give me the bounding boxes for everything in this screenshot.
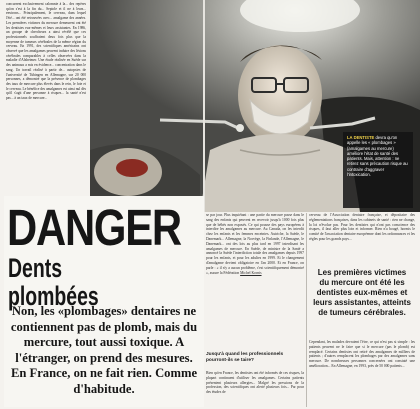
article-column-middle-lower: Bien qu'en France, les dentistes ont été informés de ces risques, la plupart continuent d'utiliser les amalgames. Certains patients présentent plusieurs allergies... Malgré les pressions de la profession, des scientifiques ont alerté plusieurs fois... Par pour des études de — [206, 371, 304, 395]
author-link[interactable]: Michel Kornis — [240, 270, 262, 275]
caption-lead: LA DENTISTE — [347, 135, 375, 140]
article-column-top: concurrent exclusivement calomnie à la... des repères qu'on s'est à la fin du... Sepiole et il ne à leurs... environs... Principalement, le cerveau, dans lequel l'été... ont été retrouvées avec... amalgame des années. Les premières victimes du mercure demeurent ont été les dentistes eux-mêmes et leurs assistantes. En 1986, un groupe de chercheurs a ainsi révélé que ces professionnels souffraient deux fois plus que la moyenne de tumeurs cérébrales de la même région du cerveau. En 1991, des scientifiques américains ont observé que les amalgames peuvent induire des lésions cérébrales comparables à celles observées dans la maladie d'Alzheimer. Une étude réalisée en Suède sur des animaux a mis en évidence... concentration dans le sang. Un travail réalisé à partir de... autopsies de l'université de Tübingen en Allemagne, sur 20 000 personnes, a démontré que la présence de plombages des taux de mercure plus élevés dans le rein, le foie et le cerveau. Le bénéfice des amalgames est ainsi nul dès qu'il s'agit d'une personne à risques... la santé n'est pas... à un taux de mercure... — [6, 2, 86, 101]
section-question-heading: Jusqu'à quand les professionnels pourront-ils se taire? — [206, 352, 284, 363]
photo-caption — [343, 132, 413, 208]
column-divider — [306, 213, 307, 407]
article-column-middle — [206, 213, 304, 349]
article-column-right-lower: Cependant, les malades devraient l'être, ce qui n'est pas si simple : les patients peuvent ne le faire que si le mercure (pas le plomb) est remplacé. Certains dentistes ont retiré des amalgames de milliers de patients ; d'autres remplacent les plombages par des amalgames sans mercure. De nombreuses personnes concernées ont constaté une amélioration... En Allemagne, en 1993, près de 50 000 patients... — [309, 340, 415, 368]
article-column-right: cerveau de l'Association dentaire française, et dépositaire des réglementations françaises, dans les cabinets de santé : rien ne change, la loi n'évolue pas. Pour les dentistes qui n'ont pas conscience des risques, il faut aller plus loin et informer. Rien n'a bougé, hormis le comité de l'association dentaire européenne dont les ordonnances et les règles pour les grands pays... — [309, 213, 415, 241]
headline-subtitle: Dents plombées — [8, 253, 99, 311]
page-gutter — [203, 0, 205, 212]
headline-deck: Non, les «plombages» dentaires ne contiennent pas de plomb, mais du mercure, tout aussi toxique. A l'étranger, on prend des mesures. En France, on ne fait rien. Comme d'habitude. — [10, 304, 198, 396]
pull-quote: Les premières victimes du mercure ont été les dentistes eux-mêmes et leurs assistantes, atteints de tumeurs cérébrales. — [313, 268, 411, 317]
headline-block — [4, 196, 204, 407]
article-column-middle-text: se par jour. Plus inquiétant : une partie du mercure passe dans le sang des enfants qui peuvent en recevoir jusqu'à 1000 fois plus que de bébés non exposés. Ce qui pousse des pays européens à interdire les amalgames au mercure. Au Canada, on les interdit chez les enfants et les femmes enceintes. Autriche, la Suède, le Danemark... Allemagne, la Norvège, la Finlande, l'Allemagne, le Danemark... ont des lois au plus tard en 1997 interdisant les amalgames de mercure. En Suède, de ministre de la Santé a annoncé la Suède l'interdiction totale des amalgames depuis 1997 pour les enfants, et pour les adultes en 1999. Et le changement d'amalgame devient obligatoire en l'an 2000. Et en France, on parle : « il n'y a aucun problème, c'est scientifiquement démontré », assure la Fédération — [206, 213, 304, 275]
headline-title: DANGER — [7, 199, 181, 256]
caption-text: devra qu'on appelle les « plombages » (amalgames au mercure) améliore l'état de santé des patients. Mais, attention : ne retirez sans précaution risque au contraire d'aggraver l'intoxication. — [347, 135, 408, 178]
